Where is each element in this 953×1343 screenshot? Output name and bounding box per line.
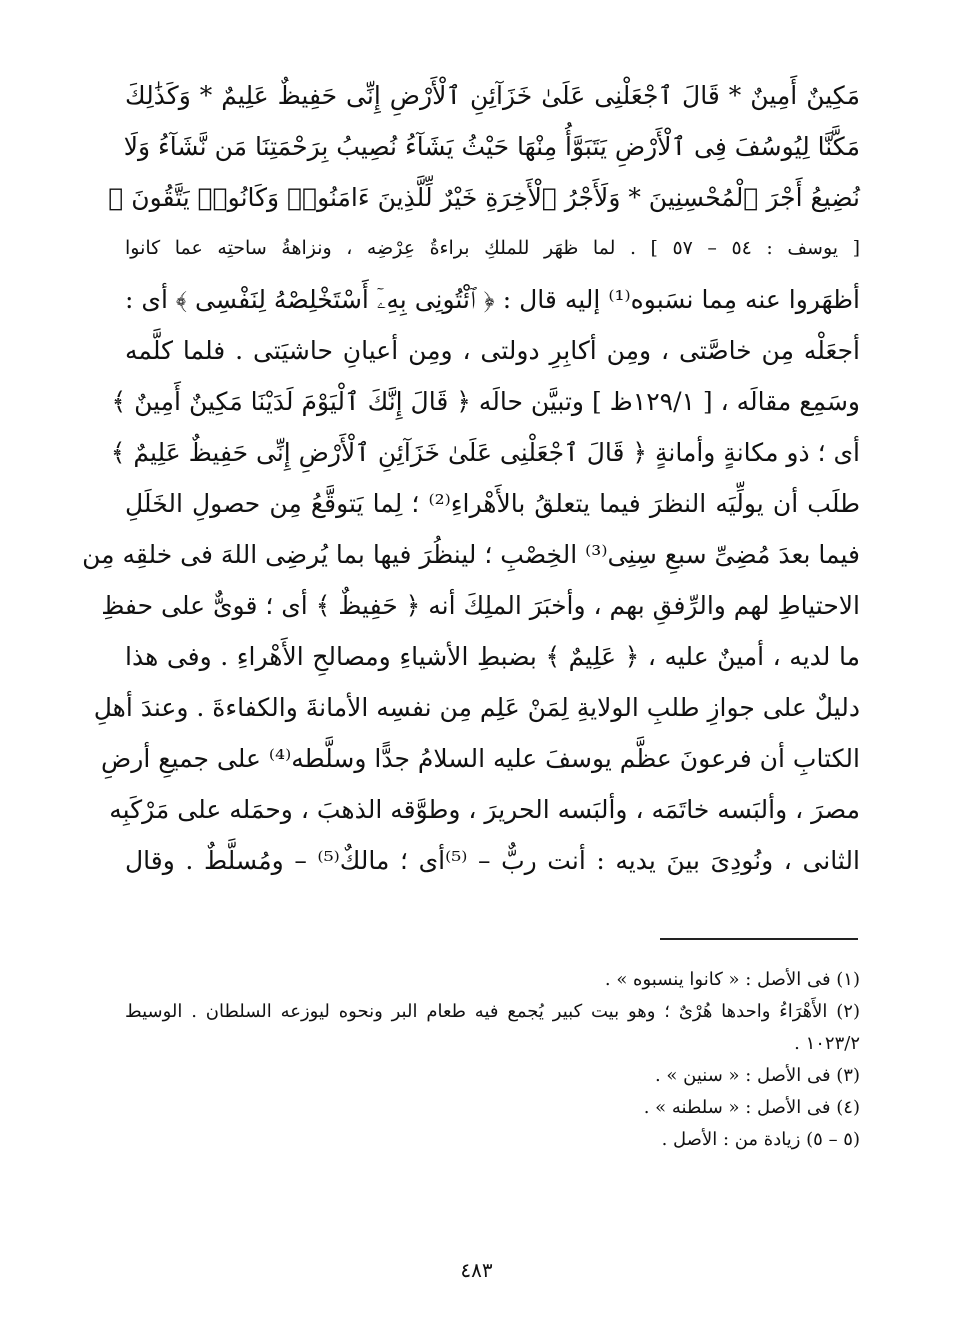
body-line-1: مَكِينٌ أَمِينٌ * قَالَ ٱجْعَلْنِى عَلَىٰ خَزَآئِنِ ٱلْأَرْضِ إِنِّى حَفِيظٌ عَلِيمٌ * وَكَذَٰلِكَ xyxy=(125,81,860,110)
body-line-11: الاحتياطِ لهم والرِّفقِ بهم ، وأخبَرَ الملِكَ أنه ﴿ حَفِيظٌ ﴾ أى ؛ قوىٌّ على حفظِ xyxy=(101,591,860,620)
footnote-3: (٣) فى الأصل : « سنين » . xyxy=(654,1065,860,1086)
body-line-12: ما لديه ، أمينٌ عليه ، ﴿ عَلِيمٌ ﴾ بضبطِ الأشياءِ ومصالحِ الأَهْراءِ . وفى هذا xyxy=(125,642,860,671)
footnote-4: (٤) فى الأصل : « سلطنه » . xyxy=(643,1097,860,1118)
footnote-separator xyxy=(660,938,858,940)
body-line-15: مصرَ ، وألبَسه خاتَمَه ، وألبَسه الحريرَ ، وطوَّقه الذهبَ ، وحمَله على مَرْكَبِه xyxy=(109,795,860,824)
footnote-5: (٥ – ٥) زيادة من : الأصل . xyxy=(661,1129,860,1150)
body-line-13: دليلٌ على جوازِ طلبِ الولايةِ لِمَنْ عَلِم مِن نفسِه الأمانةَ والكفاءةَ . وعندَ أهلِ xyxy=(93,693,860,722)
body-line-7: وسَمِع مقالَه ، [ ١٢٩/١ظ ] وتبيَّن حالَه ﴿ قَالَ إِنَّكَ ٱلْيَوْمَ لَدَيْنَا مَكِينٌ أَمِينٌ ﴾ xyxy=(111,387,860,416)
body-line-4: [ يوسف : ٥٤ – ٥٧ ] . لما ظهَر للملكِ براءةُ عِرْضِه ، ونزاهةُ ساحتِه عما كانوا xyxy=(125,237,860,259)
footnote-1: (١) فى الأصل : « كانوا ينسبوه » . xyxy=(604,969,860,990)
footnote-2-continuation: ١٠٢٣/٢ . xyxy=(794,1033,860,1054)
body-line-8: أى ؛ ذو مكانةٍ وأمانةٍ ﴿ قَالَ ٱجْعَلْنِى عَلَىٰ خَزَآئِنِ ٱلْأَرْضِ إِنِّى حَفِيظٌ عَلِيمٌ ﴾ xyxy=(110,438,860,467)
body-line-2: مَكَّنَّا لِيُوسُفَ فِى ٱلْأَرْضِ يَتَبَوَّأُ مِنْهَا حَيْثُ يَشَآءُ نُصِيبُ بِرَحْمَتِنَا مَن نَّشَآءُ وَلَا xyxy=(123,132,860,161)
body-line-10: فيما بعدَ مُضِىِّ سبعِ سِنِى⁽³⁾ الخِصْبِ ؛ لينظُرَ فيها بما يُرضِى اللهَ فى خلقِه مِن xyxy=(82,540,860,569)
main-text-block xyxy=(82,70,860,886)
footnote-2: (٢) الأَهْرَاءُ واحدها هُرْىٌ ؛ وهو بيت كبير يُجمع فيه طعام البر ونحوه ليوزعه السلطان . الوسيط xyxy=(125,1001,860,1022)
body-line-5: أظهَروا عنه مِما نسَبوه⁽¹⁾ إليه قال : ﴿ ٱئْتُونِى بِهِۦٓ أَسْتَخْلِصْهُ لِنَفْسِى ﴾ أى : xyxy=(125,285,860,314)
body-line-6: أجعَلْه مِن خاصَّتى ، ومِن أكابِرِ دولتى ، ومِن أعيانِ حاشيَتى . فلما كلَّمه xyxy=(125,336,860,365)
body-line-9: طلَب أن يولِّيَه النظرَ فيما يتعلقُ بالأَهْراءِ⁽²⁾ ؛ لِما يَتوقَّعُ مِن حصولِ الخَلَلِ xyxy=(125,489,860,518)
body-line-3: نُضِيعُ أَجْرَ ٱلْمُحْسِنِينَ * وَلَأَجْرُ ٱلْأَخِرَةِ خَيْرٌ لِّلَّذِينَ ءَامَنُوا۟ وَكَانُوا۟ يَتَّقُونَ ﴾ xyxy=(108,183,860,212)
page-number: ٤٨٣ xyxy=(460,1258,493,1282)
body-line-16: الثانى ، ونُودِىَ بينَ يديه : أنت ربٌّ – ⁽⁵⁾أى ؛ مالكٌ⁽⁵⁾ – ومُسلَّطٌ . وقال xyxy=(125,846,860,875)
body-line-14: الكتابِ أن فرعونَ عظَّم يوسفَ عليه السلامُ جدًّا وسلَّطه⁽⁴⁾ على جميعِ أرضِ xyxy=(101,744,860,773)
footnotes xyxy=(125,964,860,1156)
